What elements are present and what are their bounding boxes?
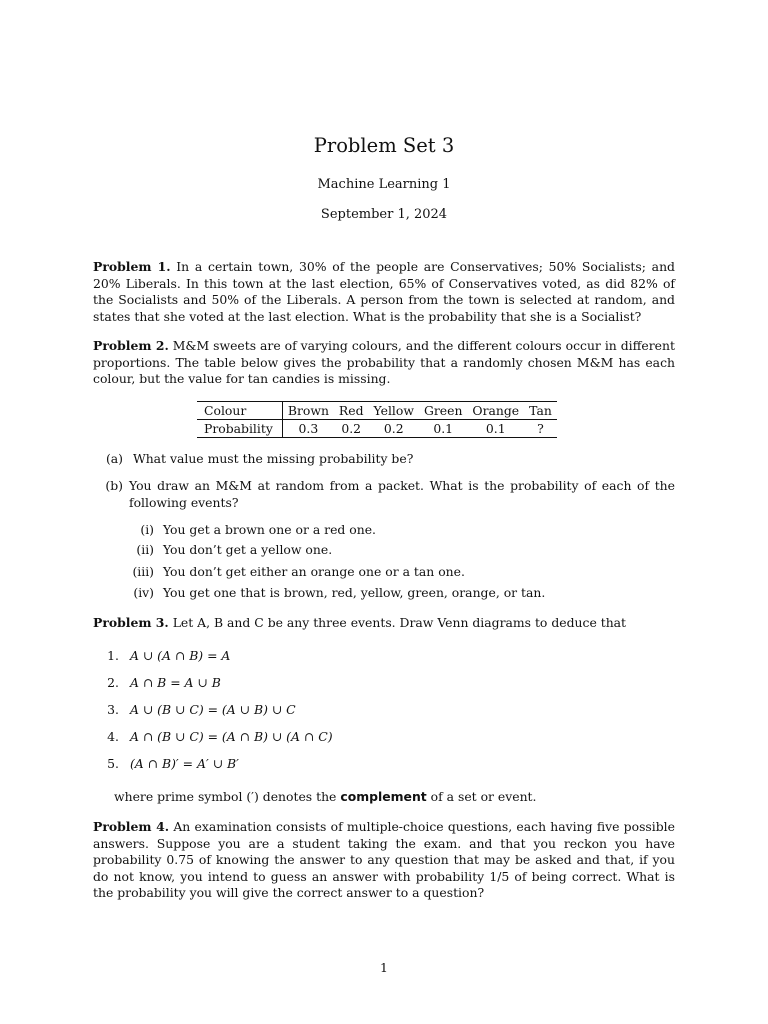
sub-text: You get a brown one or a red one.	[162, 522, 376, 537]
page-number: 1	[380, 960, 388, 975]
item-number: 1.	[107, 648, 119, 663]
part-text: You draw an M&M at random from a packet. What is the probability of each of the following events?	[129, 478, 675, 510]
note-text-end: of a set or event.	[430, 789, 537, 804]
table-header-cell: Yellow	[369, 402, 419, 420]
sub-text: You don’t get a yellow one.	[162, 542, 333, 557]
sub-label: (i)	[140, 522, 154, 537]
table-header-row	[197, 402, 557, 420]
problem-3-label: Problem 3.	[93, 615, 169, 630]
table-header-cell: Orange	[467, 402, 524, 420]
set-identity: (A ∩ B)′ = A′ ∪ B′	[129, 756, 239, 771]
table-cell: 0.2	[334, 420, 369, 438]
sub-label: (ii)	[136, 542, 154, 557]
list-item	[125, 542, 725, 559]
table-cell: 0.2	[369, 420, 419, 438]
set-identity: A ∩ B = A ∪ B	[129, 675, 221, 690]
table-cell: 0.1	[419, 420, 467, 438]
item-number: 4.	[107, 729, 119, 744]
list-item	[125, 564, 725, 581]
table-header-cell: Green	[419, 402, 467, 420]
note-bold: complement	[340, 789, 427, 804]
problem-1-label: Problem 1.	[93, 259, 171, 274]
part-label: (b)	[105, 478, 123, 493]
problem-4-label: Problem 4.	[93, 819, 170, 834]
part-label: (a)	[105, 451, 123, 466]
sub-label: (iii)	[132, 564, 154, 579]
list-item	[103, 756, 703, 773]
set-identity: A ∪ (A ∩ B) = A	[129, 648, 231, 663]
table-header-cell: Colour	[197, 402, 282, 420]
sub-label: (iv)	[133, 585, 154, 600]
part-text: What value must the missing probability be?	[132, 451, 414, 466]
table-row	[197, 420, 557, 438]
item-number: 2.	[107, 675, 119, 690]
sub-text: You don’t get either an orange one or a tan one.	[162, 564, 465, 579]
complement-note	[114, 789, 714, 806]
course-name: Machine Learning 1	[317, 177, 451, 192]
table-header-cell: Red	[334, 402, 369, 420]
table-header-cell: Tan	[524, 402, 557, 420]
list-item	[103, 702, 703, 719]
item-number: 5.	[107, 756, 119, 771]
problem-1	[93, 259, 675, 325]
list-item	[125, 522, 725, 539]
list-item	[125, 585, 725, 602]
table-header-cell: Brown	[282, 402, 334, 420]
list-item	[103, 729, 703, 746]
problem-1-text: In a certain town, 30% of the people are Conservatives; 50% Socialists; and 20% Liberals. In this town at the last election, 65% of Conservatives voted, as did 82% of the Socialists and 50% of the Liberals. A person from the town is selected at random, and states that she voted at the last election. What is the probability that she is a Socialist?	[93, 259, 675, 324]
table-cell: Probability	[197, 420, 282, 438]
problem-4	[93, 819, 675, 902]
probability-table	[197, 401, 557, 438]
problem-2-label: Problem 2.	[93, 338, 169, 353]
document-title: Problem Set 3	[313, 134, 455, 157]
problem-2-text: M&M sweets are of varying colours, and the different colours occur in different proportions. The table below gives the probability that a randomly chosen M&M has each colour, but the value for tan candies is missing.	[93, 338, 675, 387]
note-text: where prime symbol (′) denotes the	[114, 789, 337, 804]
set-identity: A ∪ (B ∪ C) = (A ∪ B) ∪ C	[129, 702, 296, 717]
sub-text: You get one that is brown, red, yellow, green, orange, or tan.	[162, 585, 546, 600]
problem-3	[93, 615, 675, 632]
table-cell: 0.1	[467, 420, 524, 438]
list-item	[103, 675, 703, 692]
table-cell: ?	[524, 420, 557, 438]
document-date: September 1, 2024	[320, 207, 448, 222]
item-number: 3.	[107, 702, 119, 717]
list-item	[103, 648, 703, 665]
problem-4-text: An examination consists of multiple-choice questions, each having five possible answers. Suppose you are a student taking the exam. and that you reckon you have probability 0.75 of knowing the answer to any question that may be asked and that, if you do not know, you intend to guess an answer with probability 1/5 of being correct. What is the probability you will give the correct answer to a question?	[93, 819, 675, 901]
problem-2	[93, 338, 675, 388]
set-identity: A ∩ (B ∪ C) = (A ∩ B) ∪ (A ∩ C)	[129, 729, 333, 744]
problem-3-text: Let A, B and C be any three events. Draw Venn diagrams to deduce that	[172, 615, 627, 630]
table-cell: 0.3	[282, 420, 334, 438]
problem-2-part-a	[103, 451, 703, 468]
